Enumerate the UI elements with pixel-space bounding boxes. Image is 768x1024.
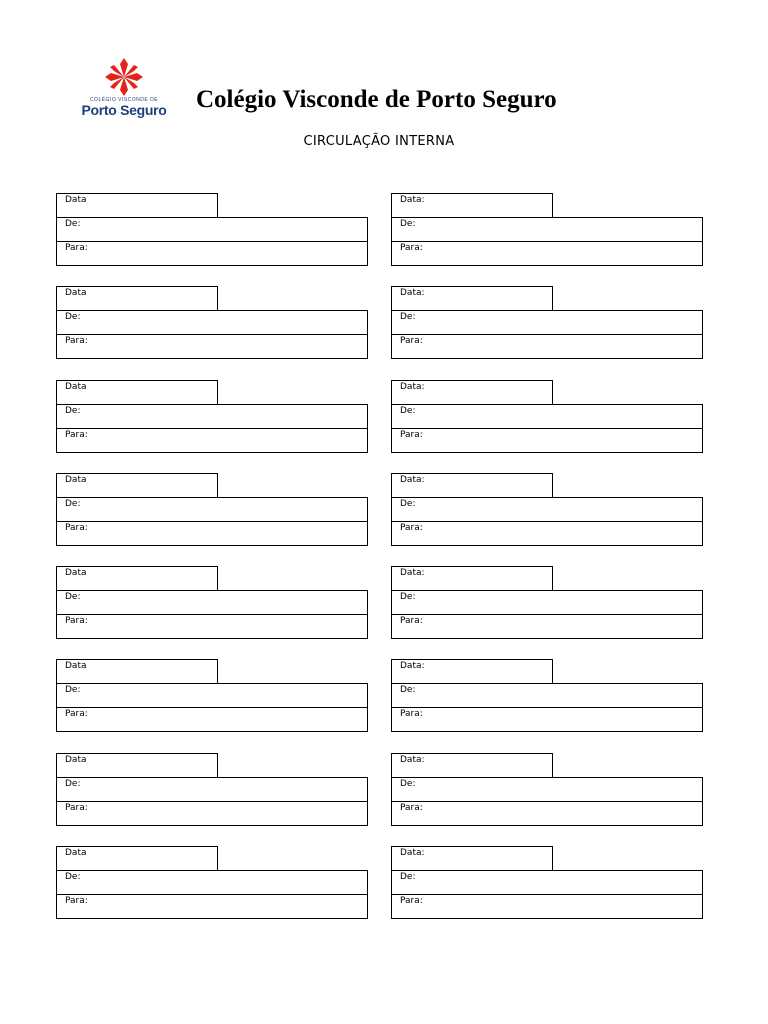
date-field[interactable]: Data [56, 193, 218, 218]
cross-star-icon [102, 58, 146, 96]
from-field[interactable]: De: [391, 777, 703, 802]
date-field[interactable]: Data: [391, 473, 553, 498]
routing-slip-right [391, 473, 703, 546]
date-field[interactable]: Data: [391, 846, 553, 871]
to-field[interactable]: Para: [391, 801, 703, 826]
to-field[interactable]: Para: [56, 614, 368, 639]
page-title: Colégio Visconde de Porto Seguro [196, 86, 557, 113]
date-field[interactable]: Data [56, 566, 218, 591]
to-field[interactable]: Para: [56, 801, 368, 826]
routing-slip-left [56, 566, 368, 639]
date-field[interactable]: Data: [391, 566, 553, 591]
routing-slip-left [56, 753, 368, 826]
routing-slip-right [391, 286, 703, 359]
form-row [56, 753, 703, 826]
date-field[interactable]: Data: [391, 193, 553, 218]
to-field[interactable]: Para: [56, 428, 368, 453]
date-field[interactable]: Data [56, 473, 218, 498]
from-field[interactable]: De: [56, 404, 368, 429]
to-field[interactable]: Para: [56, 334, 368, 359]
form-row [56, 473, 703, 546]
routing-slip-left [56, 380, 368, 453]
to-field[interactable]: Para: [391, 334, 703, 359]
from-field[interactable]: De: [391, 590, 703, 615]
from-field[interactable]: De: [56, 777, 368, 802]
routing-slip-right [391, 846, 703, 919]
from-field[interactable]: De: [56, 683, 368, 708]
from-field[interactable]: De: [391, 310, 703, 335]
routing-slip-right [391, 753, 703, 826]
routing-slip-left [56, 286, 368, 359]
logo-big-text: Porto Seguro [81, 102, 167, 118]
routing-slip-left [56, 846, 368, 919]
from-field[interactable]: De: [391, 497, 703, 522]
from-field[interactable]: De: [391, 217, 703, 242]
date-field[interactable]: Data: [391, 380, 553, 405]
form-row [56, 566, 703, 639]
to-field[interactable]: Para: [391, 428, 703, 453]
from-field[interactable]: De: [56, 310, 368, 335]
to-field[interactable]: Para: [391, 894, 703, 919]
date-field[interactable]: Data: [391, 659, 553, 684]
routing-slip-right [391, 380, 703, 453]
from-field[interactable]: De: [56, 590, 368, 615]
to-field[interactable]: Para: [56, 241, 368, 266]
to-field[interactable]: Para: [391, 521, 703, 546]
to-field[interactable]: Para: [391, 241, 703, 266]
circulation-form-grid [56, 193, 703, 939]
from-field[interactable]: De: [56, 217, 368, 242]
to-field[interactable]: Para: [391, 707, 703, 732]
to-field[interactable]: Para: [56, 707, 368, 732]
form-row [56, 193, 703, 266]
to-field[interactable]: Para: [56, 894, 368, 919]
form-row [56, 380, 703, 453]
date-field[interactable]: Data [56, 753, 218, 778]
routing-slip-left [56, 473, 368, 546]
routing-slip-right [391, 193, 703, 266]
date-field[interactable]: Data [56, 846, 218, 871]
from-field[interactable]: De: [391, 683, 703, 708]
date-field[interactable]: Data: [391, 753, 553, 778]
routing-slip-left [56, 193, 368, 266]
date-field[interactable]: Data [56, 380, 218, 405]
from-field[interactable]: De: [56, 870, 368, 895]
from-field[interactable]: De: [391, 404, 703, 429]
routing-slip-left [56, 659, 368, 732]
to-field[interactable]: Para: [391, 614, 703, 639]
from-field[interactable]: De: [56, 497, 368, 522]
to-field[interactable]: Para: [56, 521, 368, 546]
from-field[interactable]: De: [391, 870, 703, 895]
form-row [56, 846, 703, 919]
date-field[interactable]: Data [56, 286, 218, 311]
routing-slip-right [391, 566, 703, 639]
page-subtitle: CIRCULAÇÃO INTERNA [303, 134, 455, 149]
date-field[interactable]: Data: [391, 286, 553, 311]
logo-small-text: COLÉGIO VISCONDE DE [89, 97, 159, 103]
form-row [56, 659, 703, 732]
date-field[interactable]: Data [56, 659, 218, 684]
routing-slip-right [391, 659, 703, 732]
form-row [56, 286, 703, 359]
school-logo [78, 58, 170, 122]
